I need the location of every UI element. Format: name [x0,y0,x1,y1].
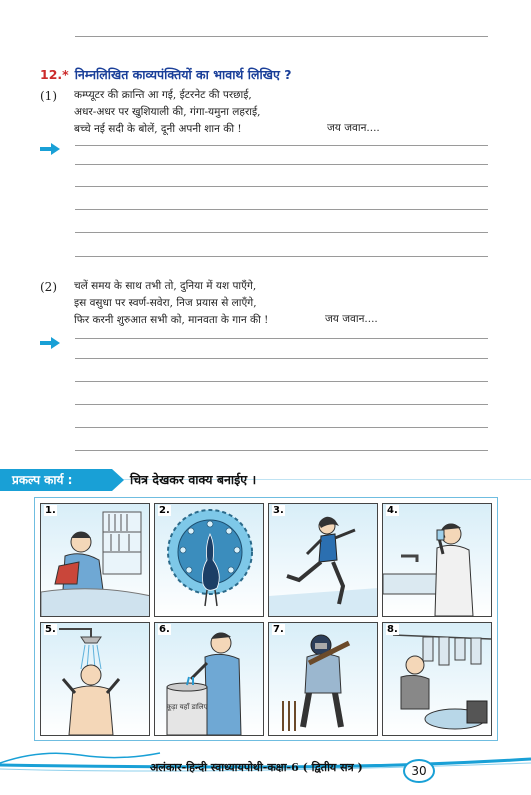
picture-cell [268,503,378,617]
poem-line: बच्चे नई सदी के बोलें, दूनी अपनी शान की ! [74,123,242,135]
item-number: (1) [40,89,57,103]
cricketer-batting-icon [269,623,378,736]
answer-line [75,404,488,405]
picture-label: 7. [273,624,284,635]
girl-running-icon [269,504,378,617]
picture-cell [154,622,264,736]
dustbin-label: कूड़ा यहाँ डालिए [166,703,208,711]
answer-line [75,427,488,428]
picture-label: 8. [387,624,398,635]
arrow-icon [40,143,60,155]
poem-line: फिर करनी शुरुआत सभी को, मानवता के गान की ! [74,314,269,326]
answer-line [75,338,488,339]
question-text: निम्नलिखित काव्यपंक्तियों का भावार्थ लिखिए ? [74,67,292,82]
project-instruction: चित्र देखकर वाक्य बनाईए । [130,472,257,487]
picture-label: 2. [159,505,170,516]
boy-drinking-water-icon [383,504,492,617]
page-number: 30 [403,759,435,783]
project-label: प्रकल्प कार्य : [0,469,112,491]
picture-label: 4. [387,505,398,516]
picture-label: 3. [273,505,284,516]
picture-cell [382,503,492,617]
answer-line [75,450,488,451]
question-number: 12.* [40,67,69,82]
arrow-icon [40,337,60,349]
picture-cell [40,503,150,617]
banner-arrow-tip [112,469,124,491]
boy-using-dustbin-icon [155,623,264,736]
peacock-icon [155,504,264,617]
picture-grid [34,497,498,741]
answer-line [75,36,488,37]
answer-line [75,256,488,257]
footer-title: अलंकार-हिन्दी स्वाध्यायपोथी-कक्षा-6 ( द्वितीय सत्र ) [150,761,363,774]
man-washing-clothes-icon [383,623,492,736]
picture-label: 5. [45,624,56,635]
poem-line: अधर-अधर पर खुशियाली की, गंगा-यमुना लहराई, [74,106,261,118]
picture-cell [268,622,378,736]
answer-line [75,145,488,146]
picture-cell [154,503,264,617]
answer-line [75,186,488,187]
poem-stanza-1 [74,87,260,138]
boy-reading-book-icon [41,504,150,617]
poem-refrain: जय जवान.... [327,122,380,134]
poem-stanza-2 [74,278,268,329]
poem-line: इस वसुधा पर स्वर्ण-सवेरा, निज प्रयास से लाएँगे, [74,297,257,309]
answer-line [75,232,488,233]
poem-line: कम्प्यूटर की क्रान्ति आ गई, ईटरनेट की परछाई, [74,89,252,101]
picture-cell [382,622,492,736]
poem-line: चलें समय के साथ तभी तो, दुनिया में यश पाएँगे, [74,280,257,292]
boy-bathing-shower-icon [41,623,150,736]
answer-line [75,209,488,210]
picture-label: 6. [159,624,170,635]
question-title [40,66,291,83]
poem-refrain: जय जवान.... [325,313,378,325]
answer-line [75,164,488,165]
picture-label: 1. [45,505,56,516]
item-number: (2) [40,280,57,294]
answer-line [75,358,488,359]
answer-line [75,381,488,382]
picture-cell [40,622,150,736]
